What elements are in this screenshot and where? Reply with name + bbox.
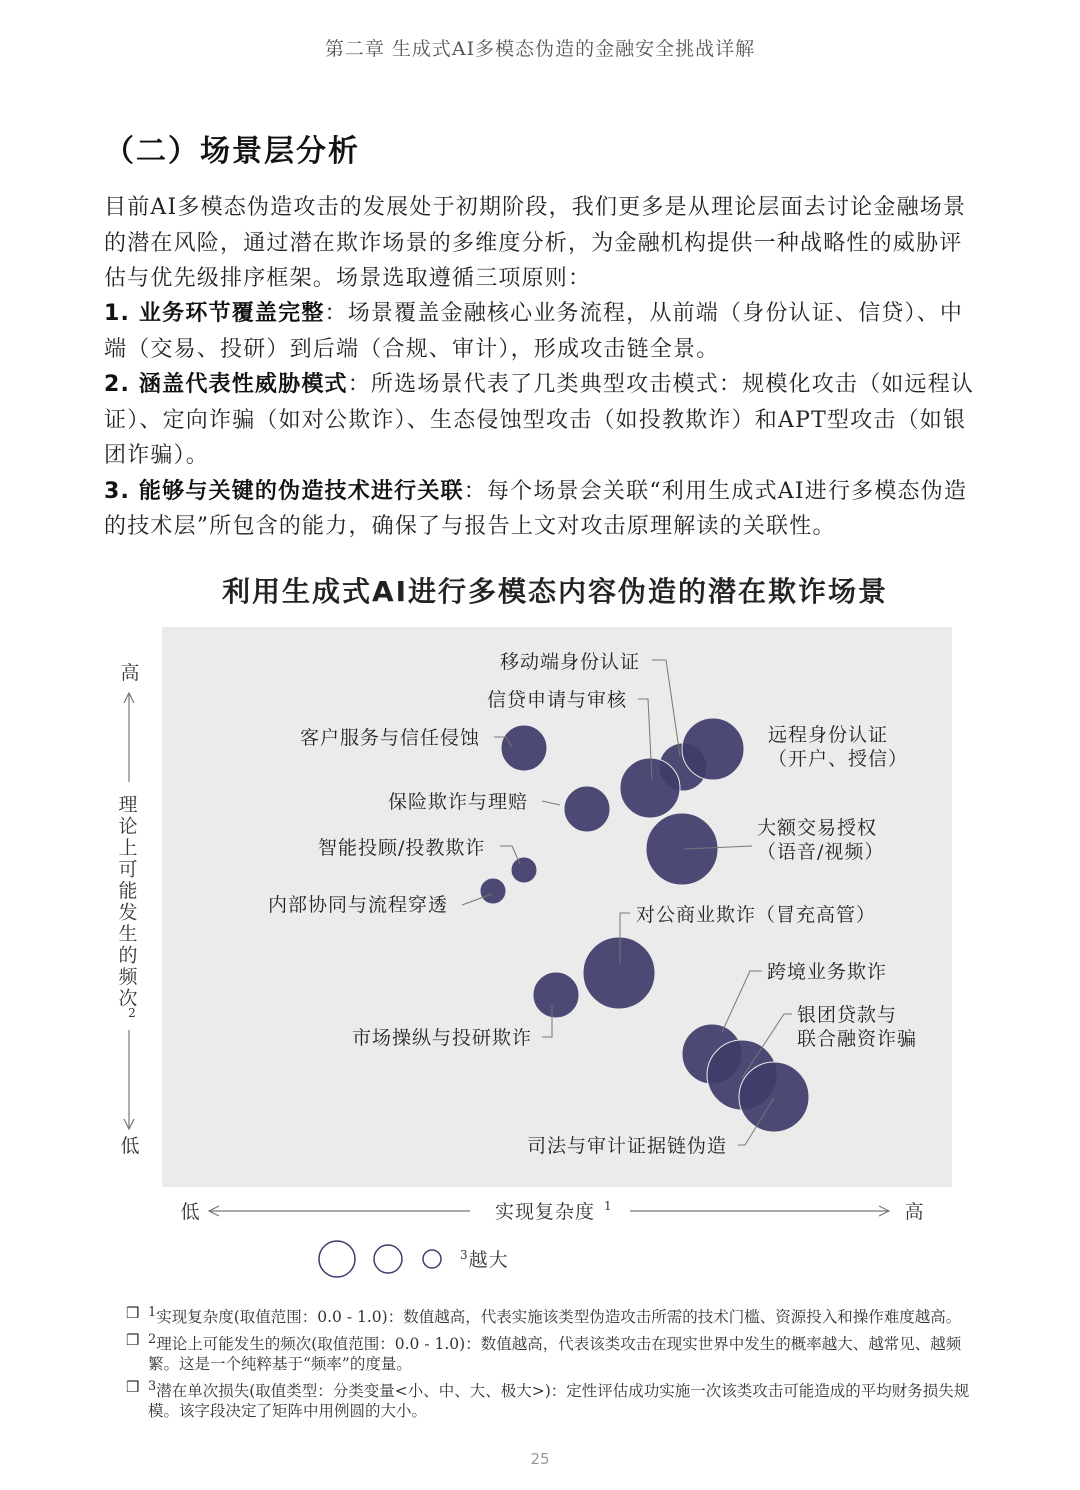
principle-text: ：场景覆盖金融核心业务流程，从前端（身份认证、信贷）、中端（交易、投研）到后端（合规、审计），形成攻击链全景。: [104, 301, 964, 362]
y-axis-low-label: 低: [120, 1135, 140, 1157]
bubble-label-sub: （开户、授信）: [768, 748, 909, 770]
x-axis-label-sup: 1: [604, 1199, 612, 1213]
principle-title: 1. 业务环节覆盖完整: [104, 301, 325, 326]
y-axis-label-char: 生: [118, 923, 138, 945]
x-axis-label: 实现复杂度: [494, 1201, 596, 1223]
bubble-label: 智能投顾/投教欺诈: [318, 837, 486, 859]
scenario-bubble: [583, 937, 655, 1009]
legend-circle-medium-icon: [374, 1245, 402, 1273]
section-title: （二）场景层分析: [104, 134, 360, 169]
bubble-label: 移动端身份认证: [500, 651, 641, 673]
footnote-text: 实现复杂度(取值范围：0.0 - 1.0)：数值越高，代表实施该类型伪造攻击所需的技术门槛、资源投入和操作难度越高。: [156, 1308, 962, 1327]
y-axis-label-char: 论: [118, 815, 138, 838]
y-axis-high-label: 高: [120, 662, 140, 684]
bubble-label: 银团贷款与: [797, 1004, 898, 1026]
y-axis-label-char: 可: [118, 858, 138, 881]
chart-title: 利用生成式AI进行多模态内容伪造的潜在欺诈场景: [221, 575, 889, 608]
bubble-label: 远程身份认证: [768, 724, 889, 746]
footnote-marker-icon: ❒: [126, 1304, 140, 1322]
bubble-label: 保险欺诈与理赔: [388, 791, 529, 813]
leader-line: [722, 971, 762, 1032]
y-axis-label-char: 次: [118, 987, 138, 1010]
footnote-sup: 1: [148, 1305, 157, 1320]
y-axis-label-char: 能: [118, 880, 138, 902]
scenario-bubble: [501, 725, 547, 771]
legend-circle-small-icon: [423, 1250, 441, 1268]
page-header: 第二章 生成式AI多模态伪造的金融安全挑战详解: [324, 38, 756, 60]
y-axis-label-char: 上: [118, 837, 138, 859]
footnote-marker-icon: ❒: [126, 1331, 140, 1350]
footnote: [126, 1303, 978, 1327]
scenario-bubble: [533, 972, 579, 1018]
footnote-text: 潜在单次损失(取值类型：分类变量<小、中、大、极大>)：定性评估成功实施一次该类攻击可能造成的平均财务损失规模。该字段决定了矩阵中用例圆的大小。: [148, 1382, 970, 1421]
y-axis-label-char: 频: [118, 966, 138, 988]
bubble-label: 市场操纵与投研欺诈: [352, 1027, 533, 1049]
bubble-label: 信贷申请与审核: [487, 689, 628, 711]
legend-text: [460, 1248, 509, 1271]
y-axis-label-sup: 2: [128, 1006, 136, 1020]
bubble-label: 跨境业务欺诈: [767, 961, 888, 983]
y-axis-label-char: 的: [118, 944, 138, 967]
principle-text: ：每个场景会关联“利用生成式AI进行多模态伪造的技术层”所包含的能力，确保了与报告上文对攻击原理解读的关联性。: [104, 478, 968, 539]
footnote: [126, 1330, 978, 1374]
bubble-label: 大额交易授权: [757, 817, 878, 839]
scenario-bubble: [620, 758, 680, 818]
scenario-bubble: [564, 786, 610, 832]
scenario-bubble: [682, 718, 744, 780]
scenario-bubble: [646, 813, 718, 885]
bubble-label-sub: 联合融资诈骗: [797, 1028, 918, 1050]
x-axis-high-label: 高: [904, 1201, 924, 1223]
y-axis-label-char: 发: [118, 901, 138, 924]
leader-line: [542, 801, 560, 805]
footnote: [126, 1377, 978, 1421]
principle-title: 2. 涵盖代表性威胁模式: [104, 372, 348, 397]
footnote-sup: 2: [148, 1332, 157, 1348]
footnote-sup: 3: [148, 1379, 157, 1395]
bubble-label: 对公商业欺诈（冒充高管）: [636, 904, 877, 926]
scenario-bubble: [739, 1062, 809, 1132]
y-axis-label-char: 理: [118, 794, 138, 816]
intro-paragraph: 目前AI多模态伪造攻击的发展处于初期阶段，我们更多是从理论层面去讨论金融场景的潜在风险，通过潜在欺诈场景的多维度分析，为金融机构提供一种战略性的威胁评估与优先级排序框架。场景选取遵循三项原则：: [104, 195, 967, 291]
legend-sup: 3: [460, 1248, 469, 1262]
bubble-label: 司法与审计证据链伪造: [527, 1135, 728, 1157]
legend-circle-large-icon: [319, 1241, 355, 1277]
leader-line: [652, 660, 680, 756]
principle-title: 3. 能够与关键的伪造技术进行关联: [104, 478, 464, 504]
principle-text: ：所选场景代表了几类典型攻击模式：规模化攻击（如远程认证）、定向诈骗（如对公欺诈）、生态侵蚀型攻击（如投教欺诈）和APT型攻击（如银团诈骗）。: [104, 372, 975, 468]
scenario-bubble: [511, 857, 537, 883]
footnote-text: 理论上可能发生的频次(取值范围：0.0 - 1.0)：数值越高，代表该类攻击在现实世界中发生的概率越大、越常见、越频繁。这是一个纯粹基于“频率”的度量。: [148, 1335, 962, 1374]
bubble-label: 内部协同与流程穿透: [268, 894, 449, 916]
footnote-marker-icon: ❒: [126, 1378, 140, 1397]
legend-suffix: 越大: [468, 1249, 509, 1271]
footnotes: [126, 1303, 978, 1424]
page-number: 25: [530, 1450, 550, 1468]
scenario-bubble: [480, 878, 506, 904]
bubble-label: 客户服务与信任侵蚀: [300, 727, 481, 749]
x-axis-low-label: 低: [180, 1201, 200, 1223]
bubble-label-sub: （语音/视频）: [757, 841, 885, 863]
